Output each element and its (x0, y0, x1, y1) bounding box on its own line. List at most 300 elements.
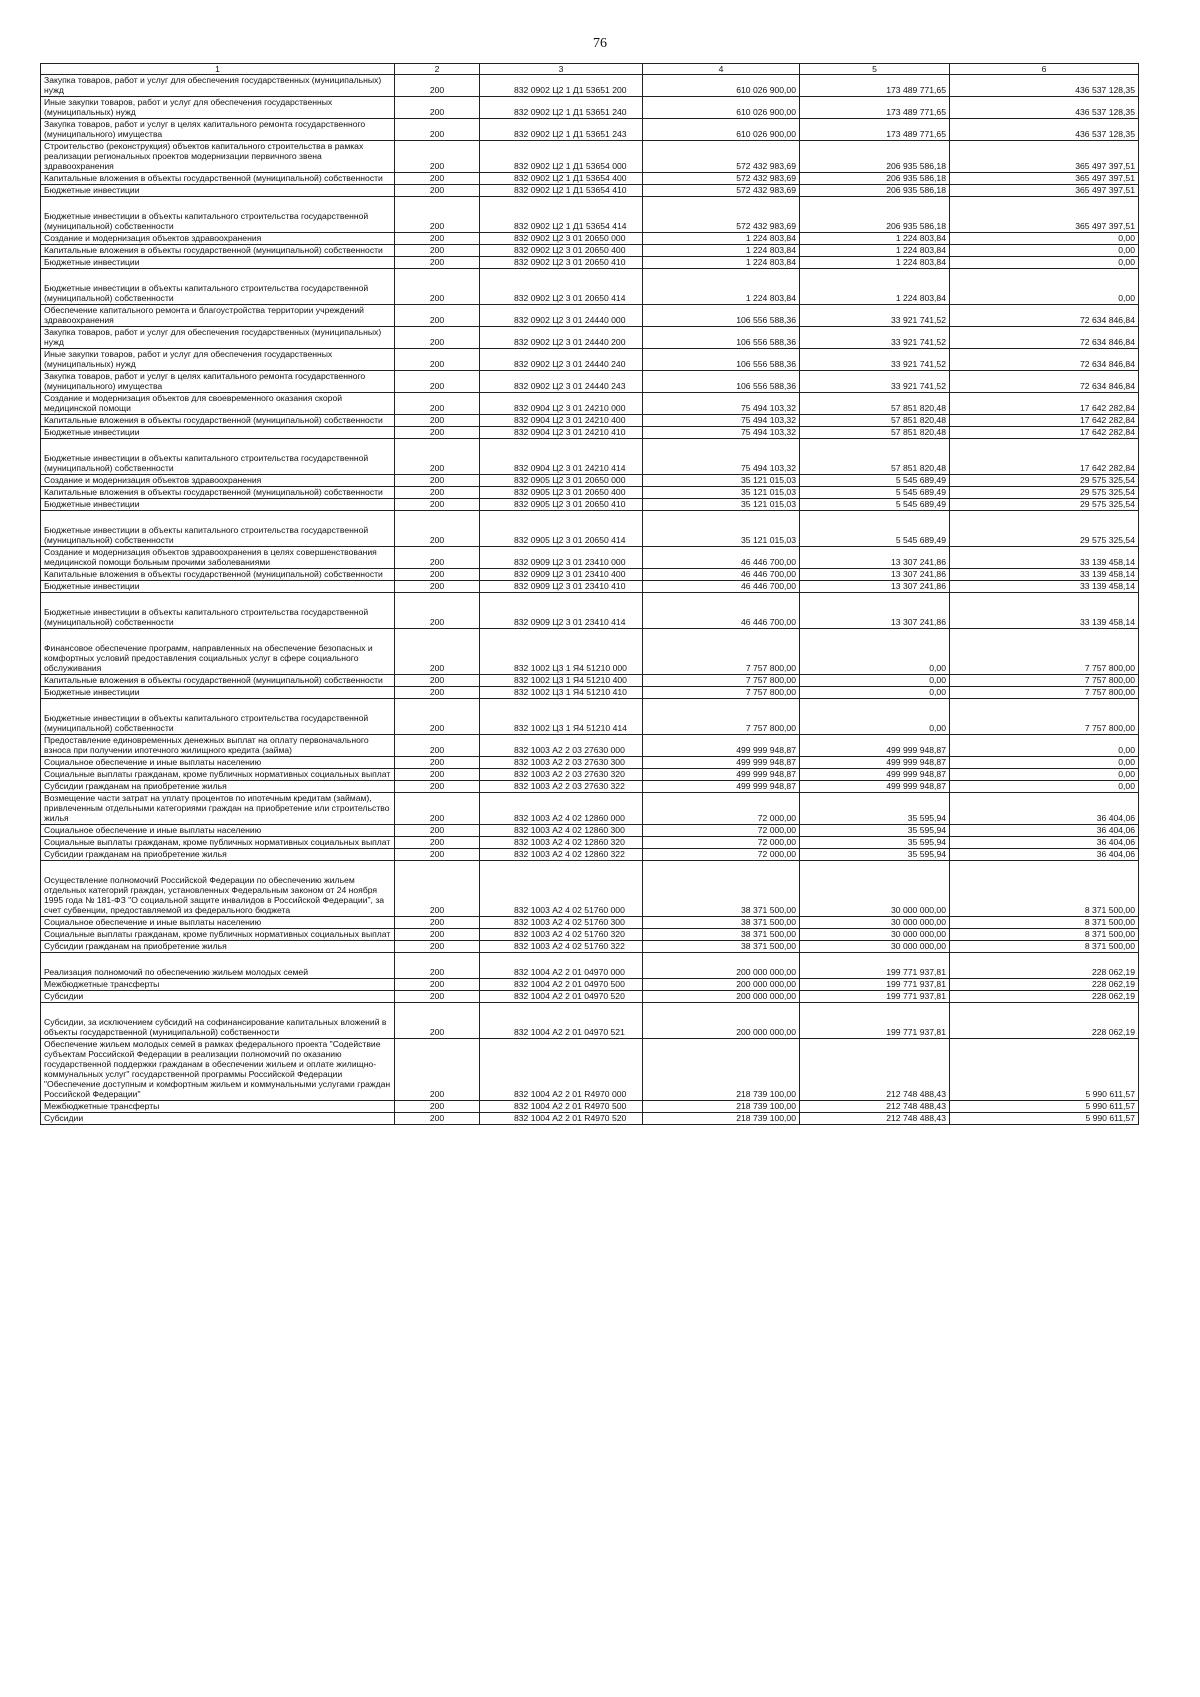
row-executed: 173 489 771,65 (800, 119, 950, 141)
row-name: Закупка товаров, работ и услуг в целях капитального ремонта государственного (муниципального) имущества (41, 371, 395, 393)
row-approved: 72 000,00 (643, 793, 800, 825)
row-executed: 1 224 803,84 (800, 269, 950, 305)
row-approved: 572 432 983,69 (643, 197, 800, 233)
row-classifier: 832 0902 Ц2 3 01 20650 400 (480, 245, 643, 257)
row-code: 200 (395, 1003, 480, 1039)
row-classifier: 832 0905 Ц2 3 01 20650 000 (480, 475, 643, 487)
row-name: Капитальные вложения в объекты государственной (муниципальной) собственности (41, 415, 395, 427)
row-code: 200 (395, 119, 480, 141)
row-name: Бюджетные инвестиции (41, 427, 395, 439)
row-executed: 35 595,94 (800, 837, 950, 849)
row-approved: 75 494 103,32 (643, 415, 800, 427)
row-approved: 499 999 948,87 (643, 769, 800, 781)
row-remainder: 8 371 500,00 (950, 941, 1139, 953)
row-code: 200 (395, 185, 480, 197)
column-number-row (41, 64, 1139, 75)
row-executed: 206 935 586,18 (800, 173, 950, 185)
row-classifier: 832 0905 Ц2 3 01 20650 400 (480, 487, 643, 499)
table-row (41, 979, 1139, 991)
table-row (41, 349, 1139, 371)
page-number: 76 (593, 36, 607, 51)
row-name: Закупка товаров, работ и услуг в целях капитального ремонта государственного (муниципального) имущества (41, 119, 395, 141)
row-approved: 7 757 800,00 (643, 675, 800, 687)
row-code: 200 (395, 75, 480, 97)
row-remainder: 33 139 458,14 (950, 581, 1139, 593)
row-executed: 212 748 488,43 (800, 1113, 950, 1125)
row-approved: 106 556 588,36 (643, 305, 800, 327)
row-code: 200 (395, 1039, 480, 1101)
row-name: Субсидии гражданам на приобретение жилья (41, 781, 395, 793)
row-executed: 212 748 488,43 (800, 1101, 950, 1113)
row-code: 200 (395, 173, 480, 185)
row-classifier: 832 1003 А2 4 02 12860 322 (480, 849, 643, 861)
row-approved: 38 371 500,00 (643, 861, 800, 917)
row-name: Социальное обеспечение и иные выплаты населению (41, 917, 395, 929)
row-executed: 173 489 771,65 (800, 97, 950, 119)
row-remainder: 436 537 128,35 (950, 119, 1139, 141)
row-name: Создание и модернизация объектов здравоохранения в целях совершенствования медицинской помощи больным прочими заболеваниями (41, 547, 395, 569)
table-row (41, 415, 1139, 427)
row-classifier: 832 1002 Ц3 1 Я4 51210 410 (480, 687, 643, 699)
table-body (41, 75, 1139, 1125)
table-row (41, 781, 1139, 793)
table-row (41, 233, 1139, 245)
row-classifier: 832 0902 Ц2 3 01 20650 410 (480, 257, 643, 269)
row-name: Закупка товаров, работ и услуг для обеспечения государственных (муниципальных) нужд (41, 327, 395, 349)
row-executed: 57 851 820,48 (800, 415, 950, 427)
row-remainder: 29 575 325,54 (950, 511, 1139, 547)
row-classifier: 832 0902 Ц2 1 Д1 53654 414 (480, 197, 643, 233)
row-code: 200 (395, 781, 480, 793)
row-approved: 1 224 803,84 (643, 233, 800, 245)
row-executed: 499 999 948,87 (800, 757, 950, 769)
row-remainder: 7 757 800,00 (950, 629, 1139, 675)
row-code: 200 (395, 1113, 480, 1125)
row-executed: 5 545 689,49 (800, 487, 950, 499)
row-approved: 610 026 900,00 (643, 97, 800, 119)
row-classifier: 832 1002 Ц3 1 Я4 51210 000 (480, 629, 643, 675)
row-code: 200 (395, 581, 480, 593)
row-code: 200 (395, 499, 480, 511)
row-executed: 57 851 820,48 (800, 427, 950, 439)
row-executed: 13 307 241,86 (800, 593, 950, 629)
row-executed: 499 999 948,87 (800, 769, 950, 781)
row-code: 200 (395, 327, 480, 349)
row-classifier: 832 1004 А2 2 01 04970 000 (480, 953, 643, 979)
row-approved: 610 026 900,00 (643, 75, 800, 97)
table-row (41, 793, 1139, 825)
row-classifier: 832 0902 Ц2 3 01 24440 240 (480, 349, 643, 371)
row-executed: 13 307 241,86 (800, 547, 950, 569)
row-name: Обеспечение капитального ремонта и благоустройства территории учреждений здравоохранения (41, 305, 395, 327)
column-header-3: 3 (480, 64, 643, 75)
table-row (41, 475, 1139, 487)
row-name: Осуществление полномочий Российской Федерации по обеспечению жильем отдельных категорий граждан, установленных Федеральным законом от 24 ноября 1995 года № 181-ФЗ "О социальной защите инвалидов в Российской Федерации", за счет субвенции, предоставляемой из федерального бюджета (41, 861, 395, 917)
row-name: Иные закупки товаров, работ и услуг для обеспечения государственных (муниципальных) нужд (41, 349, 395, 371)
row-remainder: 5 990 611,57 (950, 1113, 1139, 1125)
row-approved: 499 999 948,87 (643, 735, 800, 757)
row-remainder: 17 642 282,84 (950, 393, 1139, 415)
row-remainder: 228 062,19 (950, 953, 1139, 979)
row-approved: 200 000 000,00 (643, 979, 800, 991)
row-classifier: 832 1003 А2 2 03 27630 320 (480, 769, 643, 781)
row-remainder: 365 497 397,51 (950, 173, 1139, 185)
row-classifier: 832 0905 Ц2 3 01 20650 410 (480, 499, 643, 511)
table-row (41, 757, 1139, 769)
row-executed: 212 748 488,43 (800, 1039, 950, 1101)
row-classifier: 832 0902 Ц2 3 01 24440 243 (480, 371, 643, 393)
table-row (41, 581, 1139, 593)
row-executed: 0,00 (800, 629, 950, 675)
table-row (41, 393, 1139, 415)
row-approved: 200 000 000,00 (643, 991, 800, 1003)
row-code: 200 (395, 393, 480, 415)
row-approved: 1 224 803,84 (643, 269, 800, 305)
table-row (41, 269, 1139, 305)
row-name: Бюджетные инвестиции в объекты капитального строительства государственной (муниципальной) собственности (41, 511, 395, 547)
row-name: Субсидии, за исключением субсидий на софинансирование капитальных вложений в объекты государственной (муниципальной) собственности (41, 1003, 395, 1039)
row-approved: 35 121 015,03 (643, 475, 800, 487)
row-name: Бюджетные инвестиции (41, 499, 395, 511)
row-remainder: 36 404,06 (950, 825, 1139, 837)
table-row (41, 371, 1139, 393)
row-executed: 199 771 937,81 (800, 979, 950, 991)
table-row (41, 487, 1139, 499)
row-remainder: 33 139 458,14 (950, 593, 1139, 629)
row-remainder: 29 575 325,54 (950, 499, 1139, 511)
row-remainder: 33 139 458,14 (950, 569, 1139, 581)
row-remainder: 0,00 (950, 257, 1139, 269)
row-approved: 610 026 900,00 (643, 119, 800, 141)
row-code: 200 (395, 629, 480, 675)
row-name: Возмещение части затрат на уплату процентов по ипотечным кредитам (займам), привлеченным отдельными категориями граждан на приобретение или строительство жилья (41, 793, 395, 825)
row-remainder: 7 757 800,00 (950, 699, 1139, 735)
table-row (41, 953, 1139, 979)
table-row (41, 929, 1139, 941)
row-code: 200 (395, 991, 480, 1003)
row-approved: 106 556 588,36 (643, 349, 800, 371)
row-remainder: 228 062,19 (950, 991, 1139, 1003)
row-classifier: 832 0902 Ц2 1 Д1 53654 400 (480, 173, 643, 185)
row-classifier: 832 0902 Ц2 1 Д1 53651 243 (480, 119, 643, 141)
row-executed: 30 000 000,00 (800, 861, 950, 917)
row-code: 200 (395, 269, 480, 305)
table-row (41, 1101, 1139, 1113)
row-approved: 72 000,00 (643, 825, 800, 837)
row-name: Бюджетные инвестиции в объекты капитального строительства государственной (муниципальной) собственности (41, 197, 395, 233)
row-code: 200 (395, 141, 480, 173)
row-executed: 5 545 689,49 (800, 511, 950, 547)
row-executed: 35 595,94 (800, 793, 950, 825)
table-row (41, 849, 1139, 861)
row-executed: 5 545 689,49 (800, 475, 950, 487)
row-name: Бюджетные инвестиции в объекты капитального строительства государственной (муниципальной) собственности (41, 269, 395, 305)
row-approved: 46 446 700,00 (643, 581, 800, 593)
row-remainder: 17 642 282,84 (950, 415, 1139, 427)
row-name: Бюджетные инвестиции (41, 185, 395, 197)
row-code: 200 (395, 371, 480, 393)
row-classifier: 832 1003 А2 2 03 27630 300 (480, 757, 643, 769)
row-code: 200 (395, 979, 480, 991)
row-executed: 199 771 937,81 (800, 953, 950, 979)
row-approved: 572 432 983,69 (643, 141, 800, 173)
row-remainder: 8 371 500,00 (950, 929, 1139, 941)
row-code: 200 (395, 917, 480, 929)
row-approved: 572 432 983,69 (643, 173, 800, 185)
row-classifier: 832 1002 Ц3 1 Я4 51210 414 (480, 699, 643, 735)
table-row (41, 97, 1139, 119)
row-remainder: 29 575 325,54 (950, 475, 1139, 487)
row-executed: 30 000 000,00 (800, 917, 950, 929)
table-row (41, 245, 1139, 257)
row-name: Финансовое обеспечение программ, направленных на обеспечение безопасных и комфортных условий предоставления социальных услуг в сфере социального обслуживания (41, 629, 395, 675)
budget-table (40, 63, 1139, 1125)
row-code: 200 (395, 849, 480, 861)
row-remainder: 0,00 (950, 233, 1139, 245)
row-remainder: 0,00 (950, 245, 1139, 257)
row-classifier: 832 0909 Ц2 3 01 23410 410 (480, 581, 643, 593)
row-approved: 499 999 948,87 (643, 757, 800, 769)
row-approved: 7 757 800,00 (643, 699, 800, 735)
table-row (41, 511, 1139, 547)
table-row (41, 173, 1139, 185)
row-code: 200 (395, 769, 480, 781)
row-remainder: 0,00 (950, 781, 1139, 793)
table-row (41, 991, 1139, 1003)
row-approved: 38 371 500,00 (643, 929, 800, 941)
row-remainder: 29 575 325,54 (950, 487, 1139, 499)
row-name: Капитальные вложения в объекты государственной (муниципальной) собственности (41, 569, 395, 581)
row-approved: 1 224 803,84 (643, 245, 800, 257)
row-executed: 199 771 937,81 (800, 991, 950, 1003)
row-approved: 35 121 015,03 (643, 487, 800, 499)
row-name: Социальное обеспечение и иные выплаты населению (41, 825, 395, 837)
row-name: Капитальные вложения в объекты государственной (муниципальной) собственности (41, 173, 395, 185)
row-remainder: 8 371 500,00 (950, 861, 1139, 917)
row-approved: 38 371 500,00 (643, 941, 800, 953)
row-approved: 106 556 588,36 (643, 327, 800, 349)
row-classifier: 832 0902 Ц2 1 Д1 53651 240 (480, 97, 643, 119)
row-code: 200 (395, 305, 480, 327)
row-code: 200 (395, 757, 480, 769)
table-row (41, 327, 1139, 349)
row-name: Иные закупки товаров, работ и услуг для обеспечения государственных (муниципальных) нужд (41, 97, 395, 119)
row-approved: 72 000,00 (643, 849, 800, 861)
row-classifier: 832 0904 Ц2 3 01 24210 414 (480, 439, 643, 475)
row-executed: 0,00 (800, 687, 950, 699)
row-name: Капитальные вложения в объекты государственной (муниципальной) собственности (41, 675, 395, 687)
column-header-6: 6 (950, 64, 1139, 75)
row-executed: 57 851 820,48 (800, 393, 950, 415)
column-header-1: 1 (41, 64, 395, 75)
row-name: Межбюджетные трансферты (41, 979, 395, 991)
row-approved: 499 999 948,87 (643, 781, 800, 793)
row-approved: 7 757 800,00 (643, 687, 800, 699)
row-approved: 46 446 700,00 (643, 569, 800, 581)
row-classifier: 832 1004 А2 2 01 04970 520 (480, 991, 643, 1003)
row-approved: 35 121 015,03 (643, 499, 800, 511)
row-executed: 5 545 689,49 (800, 499, 950, 511)
table-row (41, 257, 1139, 269)
row-code: 200 (395, 233, 480, 245)
row-classifier: 832 0909 Ц2 3 01 23410 400 (480, 569, 643, 581)
row-remainder: 33 139 458,14 (950, 547, 1139, 569)
row-remainder: 72 634 846,84 (950, 327, 1139, 349)
row-approved: 75 494 103,32 (643, 393, 800, 415)
row-code: 200 (395, 475, 480, 487)
row-executed: 13 307 241,86 (800, 581, 950, 593)
row-name: Бюджетные инвестиции (41, 687, 395, 699)
row-name: Закупка товаров, работ и услуг для обеспечения государственных (муниципальных) нужд (41, 75, 395, 97)
table-row (41, 941, 1139, 953)
table-row (41, 499, 1139, 511)
row-code: 200 (395, 793, 480, 825)
table-row (41, 917, 1139, 929)
row-executed: 1 224 803,84 (800, 257, 950, 269)
row-name: Субсидии (41, 1113, 395, 1125)
row-name: Создание и модернизация объектов здравоохранения (41, 475, 395, 487)
row-remainder: 436 537 128,35 (950, 97, 1139, 119)
row-classifier: 832 1003 А2 2 03 27630 000 (480, 735, 643, 757)
row-remainder: 365 497 397,51 (950, 197, 1139, 233)
row-executed: 35 595,94 (800, 849, 950, 861)
row-name: Предоставление единовременных денежных выплат на оплату первоначального взноса при получении ипотечного жилищного кредита (займа) (41, 735, 395, 757)
row-classifier: 832 1003 А2 4 02 51760 300 (480, 917, 643, 929)
row-classifier: 832 0902 Ц2 3 01 24440 000 (480, 305, 643, 327)
row-name: Субсидии гражданам на приобретение жилья (41, 941, 395, 953)
row-approved: 46 446 700,00 (643, 547, 800, 569)
row-code: 200 (395, 487, 480, 499)
row-classifier: 832 1004 А2 2 01 R4970 520 (480, 1113, 643, 1125)
row-remainder: 17 642 282,84 (950, 427, 1139, 439)
row-name: Субсидии гражданам на приобретение жилья (41, 849, 395, 861)
row-remainder: 228 062,19 (950, 979, 1139, 991)
table-row (41, 1039, 1139, 1101)
row-executed: 0,00 (800, 675, 950, 687)
row-name: Бюджетные инвестиции (41, 257, 395, 269)
row-remainder: 365 497 397,51 (950, 141, 1139, 173)
row-code: 200 (395, 427, 480, 439)
row-approved: 38 371 500,00 (643, 917, 800, 929)
row-code: 200 (395, 197, 480, 233)
row-remainder: 228 062,19 (950, 1003, 1139, 1039)
row-approved: 1 224 803,84 (643, 257, 800, 269)
row-classifier: 832 0902 Ц2 1 Д1 53651 200 (480, 75, 643, 97)
row-remainder: 36 404,06 (950, 849, 1139, 861)
row-approved: 75 494 103,32 (643, 439, 800, 475)
table-row (41, 185, 1139, 197)
row-executed: 199 771 937,81 (800, 1003, 950, 1039)
row-classifier: 832 1003 А2 4 02 12860 000 (480, 793, 643, 825)
table-row (41, 593, 1139, 629)
row-classifier: 832 1004 А2 2 01 04970 521 (480, 1003, 643, 1039)
row-classifier: 832 0904 Ц2 3 01 24210 000 (480, 393, 643, 415)
row-approved: 75 494 103,32 (643, 427, 800, 439)
row-approved: 200 000 000,00 (643, 953, 800, 979)
row-classifier: 832 1004 А2 2 01 R4970 000 (480, 1039, 643, 1101)
row-classifier: 832 0902 Ц2 3 01 24440 200 (480, 327, 643, 349)
row-name: Реализация полномочий по обеспечению жильем молодых семей (41, 953, 395, 979)
row-code: 200 (395, 569, 480, 581)
row-code: 200 (395, 97, 480, 119)
table-row (41, 837, 1139, 849)
row-name: Субсидии (41, 991, 395, 1003)
table-row (41, 197, 1139, 233)
row-classifier: 832 0904 Ц2 3 01 24210 400 (480, 415, 643, 427)
row-classifier: 832 1004 А2 2 01 04970 500 (480, 979, 643, 991)
row-classifier: 832 1003 А2 4 02 12860 300 (480, 825, 643, 837)
table-row (41, 1003, 1139, 1039)
row-remainder: 17 642 282,84 (950, 439, 1139, 475)
row-classifier: 832 1003 А2 4 02 51760 322 (480, 941, 643, 953)
row-executed: 206 935 586,18 (800, 197, 950, 233)
table-row (41, 427, 1139, 439)
row-executed: 30 000 000,00 (800, 929, 950, 941)
row-executed: 33 921 741,52 (800, 371, 950, 393)
row-classifier: 832 1002 Ц3 1 Я4 51210 400 (480, 675, 643, 687)
row-approved: 46 446 700,00 (643, 593, 800, 629)
row-executed: 33 921 741,52 (800, 349, 950, 371)
row-executed: 206 935 586,18 (800, 141, 950, 173)
row-name: Строительство (реконструкция) объектов капитального строительства в рамках реализации региональных проектов модернизации первичного звена здравоохранения (41, 141, 395, 173)
row-remainder: 0,00 (950, 769, 1139, 781)
row-code: 200 (395, 415, 480, 427)
row-name: Бюджетные инвестиции в объекты капитального строительства государственной (муниципальной) собственности (41, 439, 395, 475)
row-executed: 499 999 948,87 (800, 781, 950, 793)
row-executed: 33 921 741,52 (800, 327, 950, 349)
table-row (41, 769, 1139, 781)
table-row (41, 119, 1139, 141)
row-remainder: 8 371 500,00 (950, 917, 1139, 929)
row-executed: 0,00 (800, 699, 950, 735)
row-code: 200 (395, 257, 480, 269)
row-name: Бюджетные инвестиции (41, 581, 395, 593)
row-code: 200 (395, 593, 480, 629)
row-code: 200 (395, 929, 480, 941)
row-remainder: 365 497 397,51 (950, 185, 1139, 197)
row-classifier: 832 0902 Ц2 3 01 20650 414 (480, 269, 643, 305)
row-executed: 35 595,94 (800, 825, 950, 837)
column-header-2: 2 (395, 64, 480, 75)
row-classifier: 832 1003 А2 4 02 12860 320 (480, 837, 643, 849)
row-code: 200 (395, 837, 480, 849)
row-approved: 35 121 015,03 (643, 511, 800, 547)
row-name: Капитальные вложения в объекты государственной (муниципальной) собственности (41, 487, 395, 499)
row-code: 200 (395, 675, 480, 687)
row-classifier: 832 1003 А2 4 02 51760 000 (480, 861, 643, 917)
row-remainder: 7 757 800,00 (950, 675, 1139, 687)
table-row (41, 825, 1139, 837)
row-name: Бюджетные инвестиции в объекты капитального строительства государственной (муниципальной) собственности (41, 699, 395, 735)
row-name: Межбюджетные трансферты (41, 1101, 395, 1113)
row-approved: 200 000 000,00 (643, 1003, 800, 1039)
row-remainder: 0,00 (950, 735, 1139, 757)
column-header-5: 5 (800, 64, 950, 75)
row-code: 200 (395, 941, 480, 953)
row-classifier: 832 0902 Ц2 3 01 20650 000 (480, 233, 643, 245)
row-remainder: 7 757 800,00 (950, 687, 1139, 699)
row-name: Социальное обеспечение и иные выплаты населению (41, 757, 395, 769)
table-row (41, 569, 1139, 581)
row-classifier: 832 0905 Ц2 3 01 20650 414 (480, 511, 643, 547)
row-code: 200 (395, 511, 480, 547)
row-remainder: 0,00 (950, 269, 1139, 305)
row-classifier: 832 0902 Ц2 1 Д1 53654 410 (480, 185, 643, 197)
row-approved: 572 432 983,69 (643, 185, 800, 197)
table-row (41, 861, 1139, 917)
row-name: Создание и модернизация объектов здравоохранения (41, 233, 395, 245)
row-code: 200 (395, 245, 480, 257)
